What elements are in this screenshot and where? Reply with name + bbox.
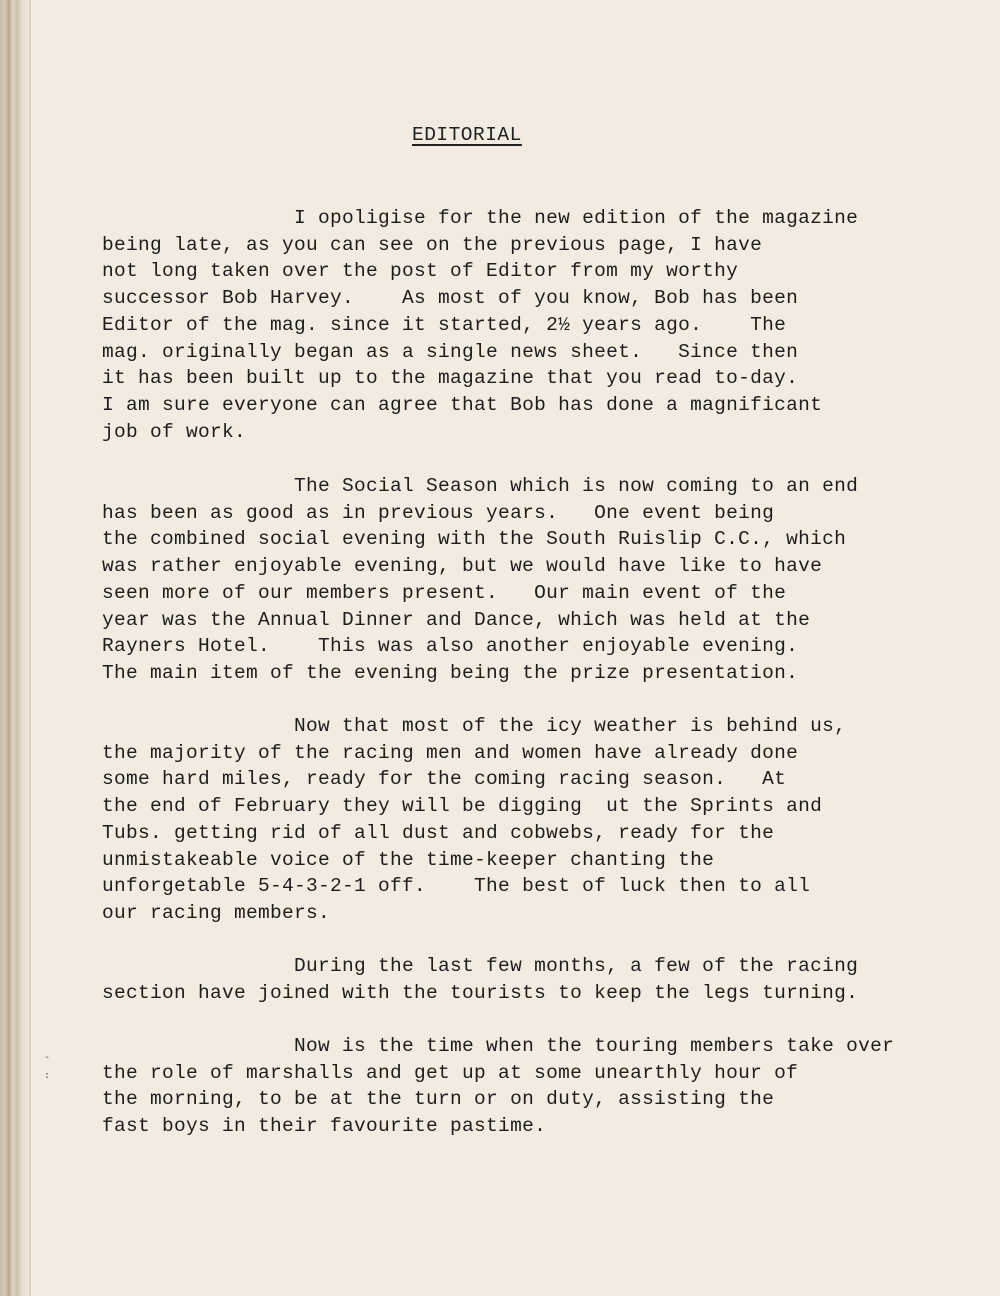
page-edge-divider — [29, 0, 31, 1296]
editorial-paragraph-1: I opoligise for the new edition of the magazine being late, as you can see on the previous page, I have not long taken over the post of Editor from my worthy successor Bob Harvey. As most of you know, Bob has been Editor of the mag. since it started, 2½ years ago. The mag. originally began as a single news sheet. Since then it has been built up to the magazine that you read to-day. I am sure everyone can agree that Bob has done a magnificant job of work. — [102, 207, 859, 443]
margin-mark: : — [44, 1070, 51, 1081]
page-title: EDITORIAL — [412, 124, 522, 146]
margin-mark: ‐ — [44, 1052, 51, 1063]
editorial-paragraph-4: During the last few months, a few of the racing section have joined with the tourists to keep the legs turning. — [102, 955, 859, 1004]
editorial-paragraph-3: Now that most of the icy weather is behind us, the majority of the racing men and women have already done some hard miles, ready for the coming racing season. At the end of February they will be digging ut the Sprints and Tubs. getting rid of all dust and cobwebs, ready for the unmistakeable voice of the time-keeper chanting the unforgetable 5-4-3-2-1 off. The best of luck then to all our racing members. — [102, 715, 847, 924]
editorial-paragraph-2: The Social Season which is now coming to an end has been as good as in previous years. One event being the combined social evening with the South Ruislip C.C., which was rather enjoyable evening, but we would have like to have seen more of our members present. Our main event of the year was the Annual Dinner and Dance, which was held at the Rayners Hotel. This was also another enjoyable evening. The main item of the evening being the prize presentation. — [102, 475, 859, 684]
binding-spine — [0, 0, 30, 1296]
editorial-paragraph-5: Now is the time when the touring members take over the role of marshalls and get up at some unearthly hour of the morning, to be at the turn or on duty, assisting the fast boys in their favourite pastime. — [102, 1035, 895, 1138]
